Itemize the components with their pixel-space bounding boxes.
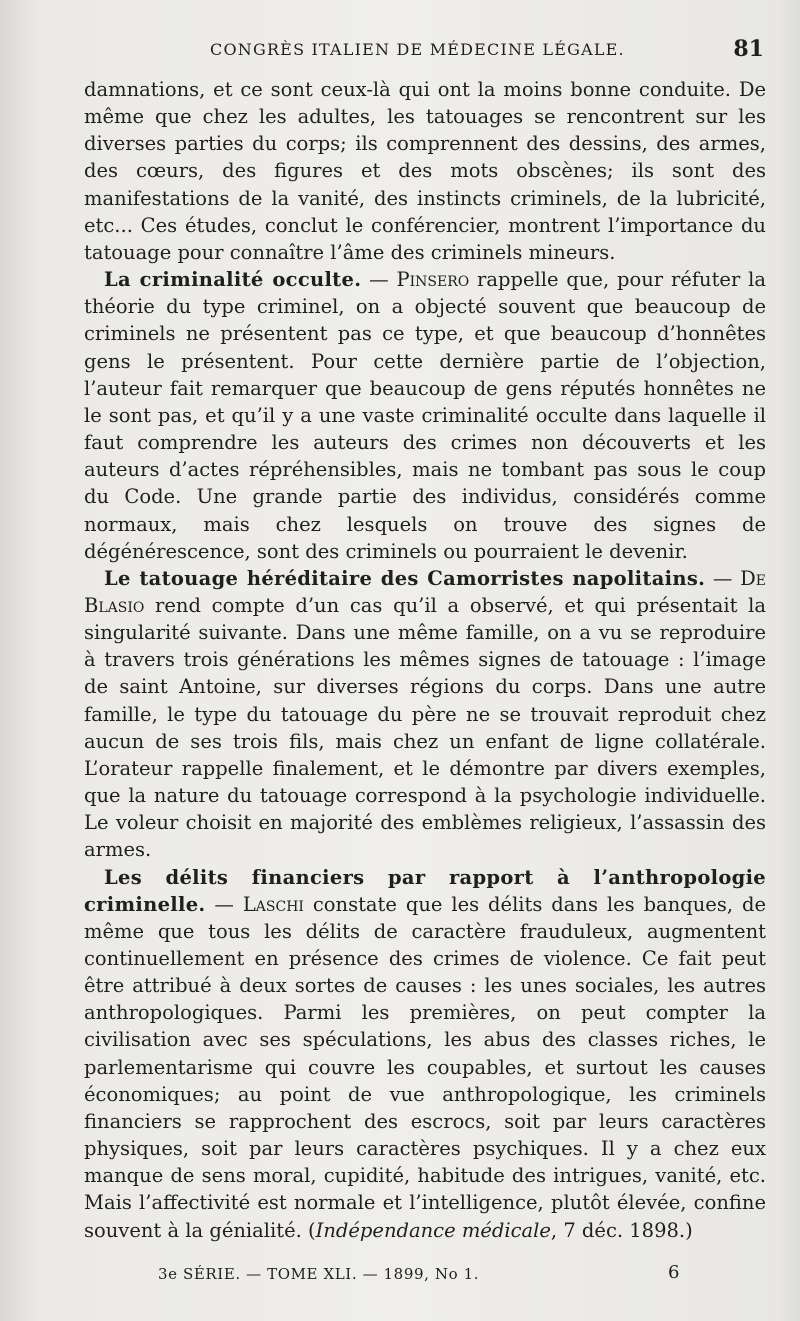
source-date: , 7 déc. 1898.) [550,1218,693,1242]
heading-dash: — [361,268,397,292]
body-text [84,76,766,1244]
paragraph-text: rend compte d’un cas qu’il a observé, et qui présentait la singularité suivante. Dans une même famille, on a vu se reproduire à travers trois générations les mêmes signes de tatouage : l’image de saint Antoine, sur diverses régions du corps. Dans une autre famille, le type du tatouage du père ne se trouvait reproduit chez aucun de ses trois fils, mais chez un enfant de ligne collatérale. L’orateur rappelle finalement, et le démontre par divers exemples, que la nature du tatouage correspond à la psychologie individuelle. Le voleur choisit en majorité des emblèmes religieux, l’assassin des armes. [84,593,766,862]
heading-dash: — [705,566,741,590]
paragraph-financial-crimes [84,864,766,1244]
section-heading-occult-criminality: La criminalité occulte. [104,268,362,292]
running-title: CONGRÈS ITALIEN DE MÉDECINE LÉGALE. [210,40,625,59]
author-name: De Blasio [84,566,766,617]
footer-signature: 3e SÉRIE. — TOME XLI. — 1899, No 1. [158,1265,480,1283]
author-name: Pinsero [396,268,470,292]
paragraph-text: rappelle que, pour réfuter la théorie du type criminel, on a objecté souvent que beaucoup de criminels ne présentent pas ce type, et que beaucoup d’honnêtes gens le présentent. Pour cette dernière partie de l’objection, l’auteur fait remarquer que beaucoup de gens réputés honnêtes ne le sont pas, et qu’il y a une vaste criminalité occulte dans laquelle il faut comprendre les auteurs des crimes non découverts et les auteurs d’actes répréhensibles, mais ne tombant pas sous le coup du Code. Une grande partie des individus, considérés comme normaux, mais chez lesquels on trouve des signes de dégénérescence, sont des criminels ou pourraient le devenir. [84,268,766,563]
paragraph-hereditary-tattoo [84,565,766,864]
author-name: Laschi [242,892,304,916]
footer-sheet-number: 6 [668,1262,680,1283]
heading-dash: — [205,892,243,916]
source-journal: Indépendance médicale [315,1218,551,1242]
section-heading-hereditary-tattoo: Le tatouage héréditaire des Camorristes napolitains. [104,566,706,590]
paragraph-tattoo-minors: damnations, et ce sont ceux-là qui ont la moins bonne conduite. De même que chez les adultes, les tatouages se rencontrent sur les diverses parties du corps; ils comprennent des dessins, des armes, des cœurs, des figures et des mots obscènes; ils sont des manifestations de la vanité, des instincts criminels, de la lubricité, etc... Ces études, conclut le conférencier, montrent l’importance du tatouage pour connaître l’âme des criminels mineurs. [84,78,766,264]
page-number: 81 [733,36,764,62]
section-heading-financial-crimes: Les délits financiers par rapport à l’anthropologie criminelle. [84,865,766,916]
paragraph-occult-criminality [84,266,766,565]
paragraph-text: constate que les délits dans les banques, de même que tous les délits de caractère frauduleux, augmentent continuellement en présence des crimes de violence. Ce fait peut être attribué à deux sortes de causes : les unes sociales, les autres anthropologiques. Parmi les premières, on peut compter la civilisation avec ses spéculations, les abus des classes riches, le parlementarisme qui couvre les coupables, et surtout les causes économiques; au point de vue anthropologique, les criminels financiers se rapprochent des escrocs, soit par leurs caractères physiques, soit par leurs caractères psychiques. Il y a chez eux manque de sens moral, cupidité, habitude des intrigues, vanité, etc. Mais l’affectivité est normale et l’intelligence, plutôt élevée, confine souvent à la génialité. ( [84,892,766,1242]
running-header [80,36,770,70]
